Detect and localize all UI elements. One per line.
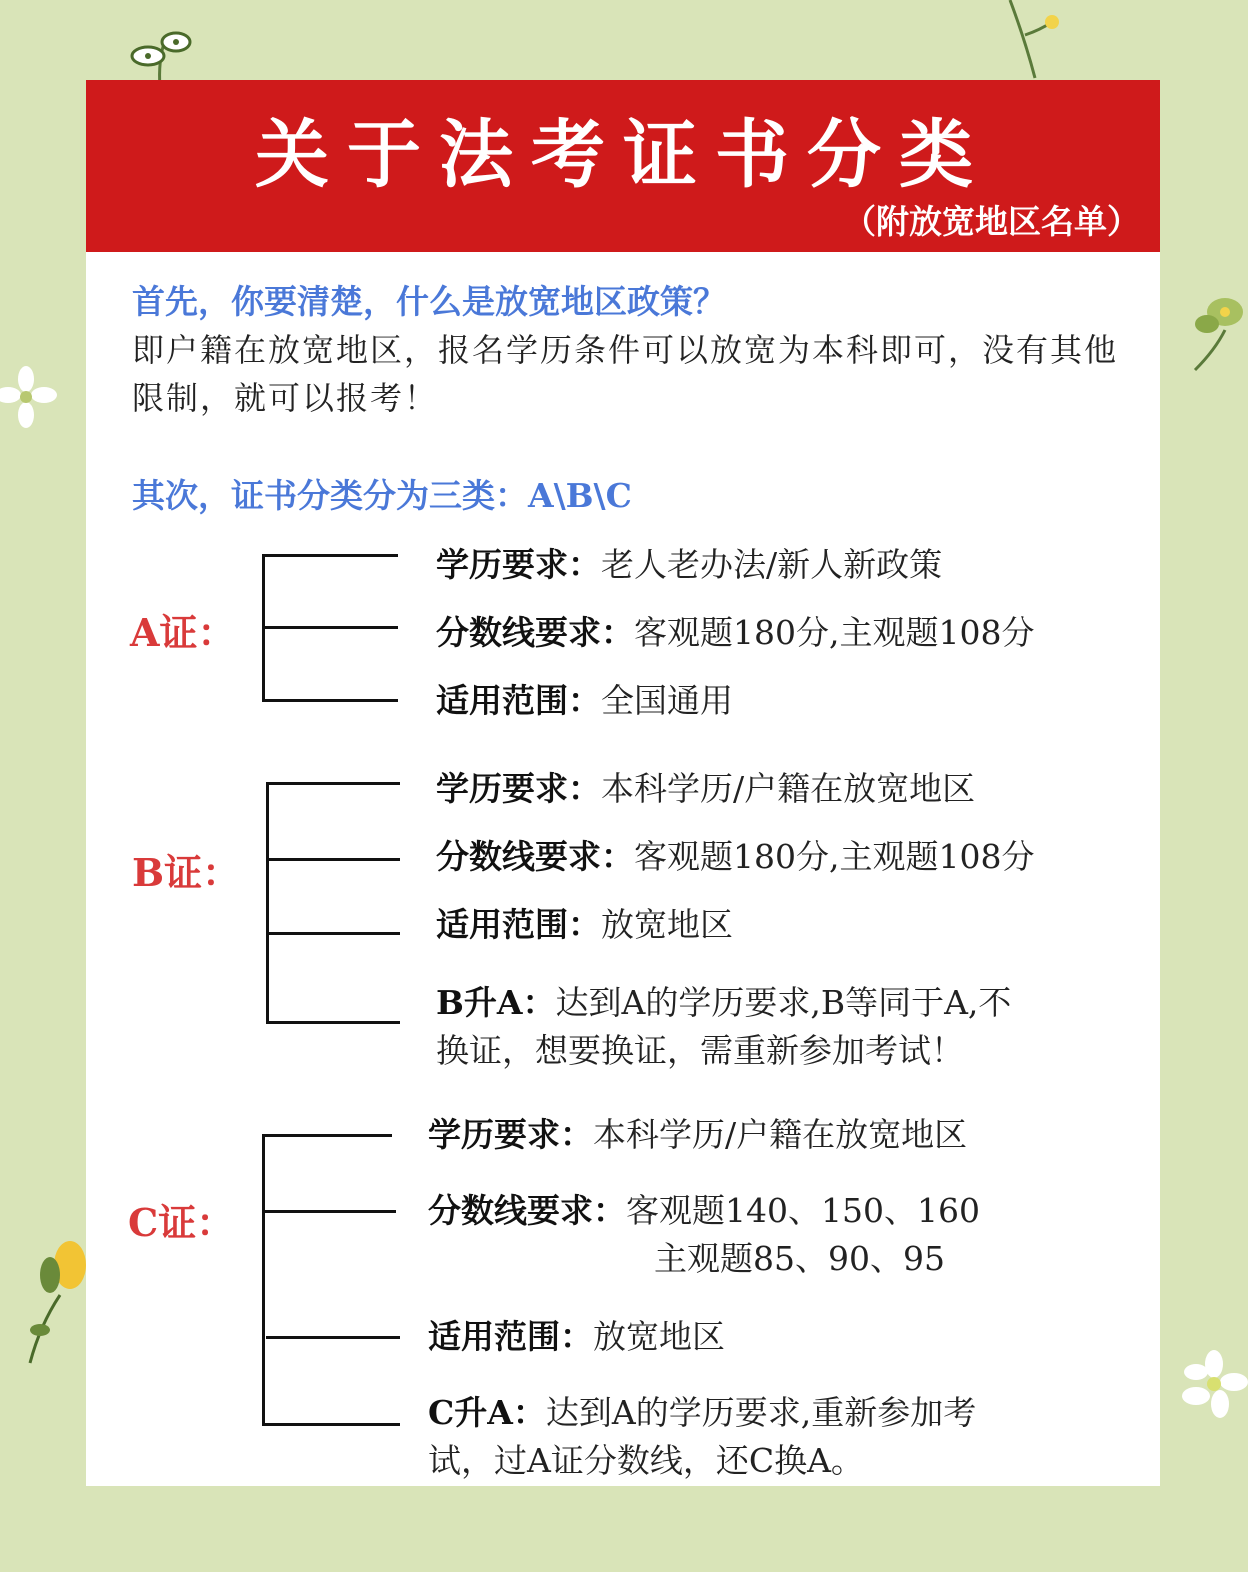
cert-c-branch: [262, 1423, 400, 1426]
cert-a-branch: [262, 626, 398, 629]
classification-heading: 其次，证书分类分为三类：A\B\C: [132, 476, 632, 515]
title-banner: [86, 80, 1160, 252]
cert-a-bracket: [262, 556, 265, 702]
cert-c-edu: 学历要求：本科学历/户籍在放宽地区: [428, 1115, 968, 1154]
content-card: [86, 80, 1160, 1486]
leaf-flower-right-icon: [1185, 290, 1248, 380]
cert-b-branch: [266, 858, 400, 861]
cert-b-label: B证：: [132, 850, 241, 895]
yellow-flower-left-icon: [20, 1235, 86, 1365]
cert-c-upgrade: C升A：达到A的学历要求,重新参加考: [428, 1393, 977, 1432]
cert-a-branch: [262, 699, 398, 702]
cert-a-label: A证：: [130, 610, 236, 655]
cert-b-scope: 适用范围：放宽地区: [436, 905, 733, 944]
flower-sprig-top-right-icon: [980, 0, 1080, 80]
cert-b-upgrade: B升A：达到A的学历要求,B等同于A,不: [436, 983, 1012, 1022]
cert-b-upgrade-cont: 换证，想要换证，需重新参加考试！: [436, 1031, 964, 1070]
cert-a-branch: [262, 554, 398, 557]
cert-c-branch: [262, 1210, 396, 1213]
cert-b-branch: [266, 1021, 400, 1024]
cert-c-branch: [262, 1134, 392, 1137]
cert-a-edu: 学历要求：老人老办法/新人新政策: [436, 545, 943, 584]
intro-answer: 即户籍在放宽地区，报名学历条件可以放宽为本科即可，没有其他限制，就可以报考！: [132, 331, 1119, 417]
cert-c-bracket: [262, 1136, 265, 1426]
cert-c-label: C证：: [128, 1200, 235, 1245]
page-subtitle: （附放宽地区名单）: [843, 202, 1140, 241]
cert-c-scope: 适用范围：放宽地区: [428, 1317, 725, 1356]
cert-c-upgrade-cont: 试，过A证分数线，还C换A。: [428, 1441, 864, 1480]
cert-c-score: 分数线要求：客观题140、150、160: [428, 1191, 980, 1230]
cert-b-bracket: [266, 784, 269, 1024]
white-flower-right-icon: [1180, 1350, 1248, 1420]
cert-b-score: 分数线要求：客观题180分,主观题108分: [436, 837, 1035, 876]
cert-c-branch: [266, 1336, 400, 1339]
cert-a-scope: 适用范围：全国通用: [436, 681, 733, 720]
cert-b-branch: [266, 932, 400, 935]
cert-b-edu: 学历要求：本科学历/户籍在放宽地区: [436, 769, 976, 808]
white-flower-left-icon: [0, 365, 60, 435]
cert-c-score-cont: 主观题85、90、95: [654, 1239, 945, 1278]
cert-a-score: 分数线要求：客观题180分,主观题108分: [436, 613, 1035, 652]
intro-question: 首先，你要清楚，什么是放宽地区政策？: [132, 282, 726, 321]
page-title: 关于法考证书分类: [255, 112, 991, 198]
cert-b-branch: [266, 782, 400, 785]
